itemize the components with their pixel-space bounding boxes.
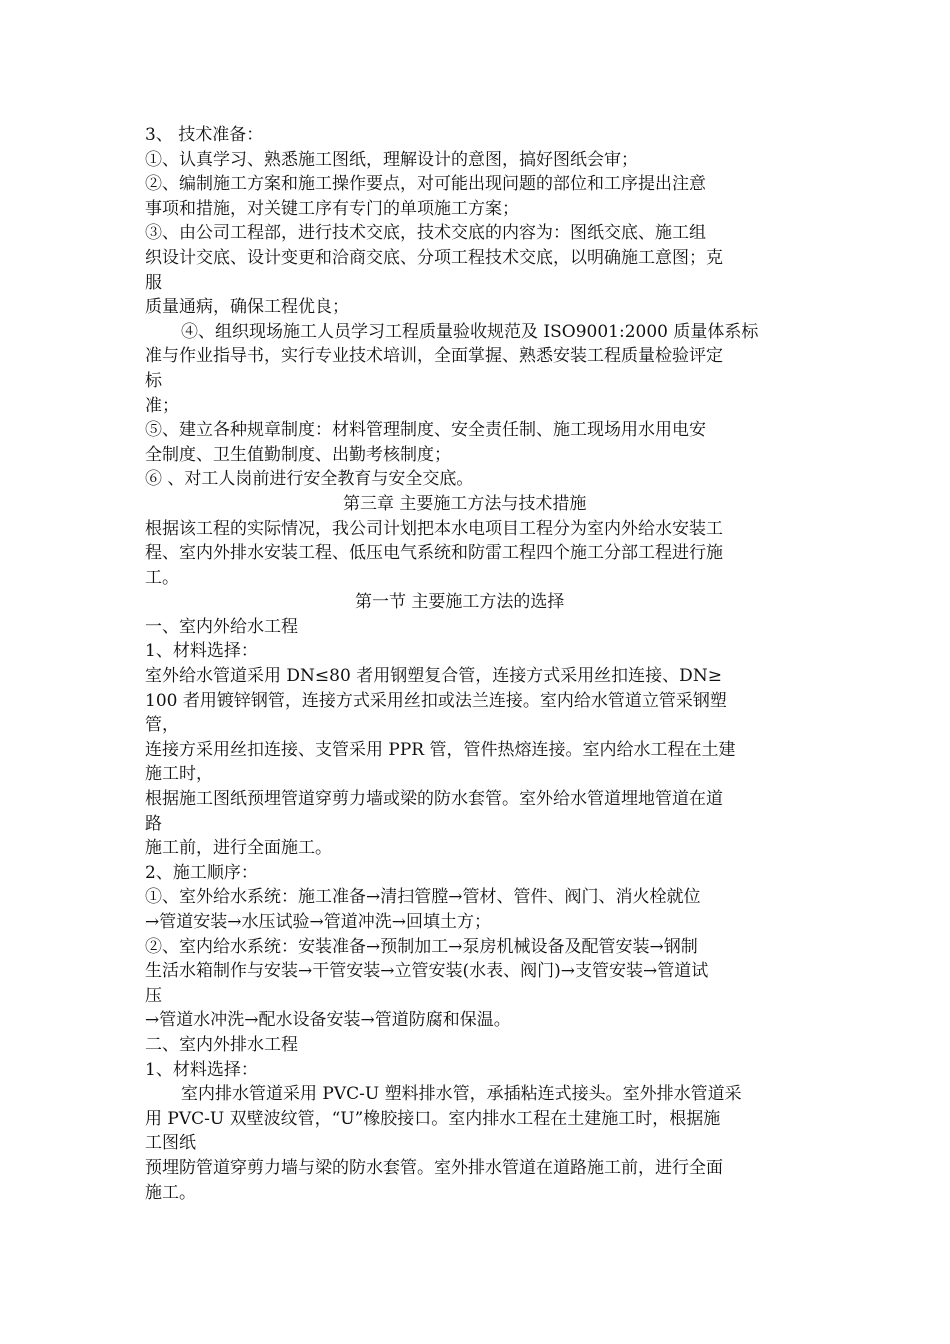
text-line: 质量通病，确保工程优良； xyxy=(145,297,349,318)
text-line: 事项和措施，对关键工序有专门的单项施工方案； xyxy=(145,198,519,219)
text-line: 织设计交底、设计变更和洽商交底、分项工程技术交底，以明确施工意图；克 xyxy=(145,247,723,268)
text-line: ②、室内给水系统：安装准备→预制加工→泵房机械设备及配管安装→钢制 xyxy=(145,936,698,957)
text-line: 服 xyxy=(145,272,162,293)
text-line: 程、室内外排水安装工程、低压电气系统和防雷工程四个施工分部工程进行施 xyxy=(145,543,723,564)
text-line: 1、材料选择： xyxy=(145,641,258,662)
text-line: 第三章 主要施工方法与技术措施 xyxy=(343,493,587,514)
text-line: 工图纸 xyxy=(145,1133,196,1154)
text-line: 一、室内外给水工程 xyxy=(145,616,298,637)
text-line: →管道安装→水压试验→管道冲洗→回填土方； xyxy=(145,912,491,932)
text-line: ②、编制施工方案和施工操作要点，对可能出现问题的部位和工序提出注意 xyxy=(145,174,706,195)
text-line: 准与作业指导书，实行专业技术培训，全面掌握、熟悉安装工程质量检验评定 xyxy=(145,346,723,367)
text-line: 2、施工顺序： xyxy=(145,862,258,883)
text-line: 3、 技术准备： xyxy=(145,125,264,145)
text-line: ④、组织现场施工人员学习工程质量验收规范及 ISO9001:2000 质量体系标 xyxy=(181,321,759,342)
text-line: ①、室外给水系统：施工准备→清扫管膛→管材、管件、阀门、消火栓就位 xyxy=(145,887,701,908)
text-line: 压 xyxy=(145,985,162,1006)
text-line: 路 xyxy=(145,813,162,834)
text-line: 第一节 主要施工方法的选择 xyxy=(355,592,565,613)
text-line: 用 PVC-U 双壁波纹管，“U”橡胶接口。室内排水工程在土建施工时，根据施 xyxy=(145,1108,721,1129)
text-line: 准； xyxy=(145,395,179,416)
text-line: ①、认真学习、熟悉施工图纸，理解设计的意图，搞好图纸会审； xyxy=(145,149,638,170)
text-line: 连接方采用丝扣连接、支管采用 PPR 管，管件热熔连接。室内给水工程在土建 xyxy=(145,739,736,760)
text-line: 室外给水管道采用 DN≤80 者用钢塑复合管，连接方式采用丝扣连接、DN≥ xyxy=(145,666,722,687)
text-line: 室内排水管道采用 PVC-U 塑料排水管，承插粘连式接头。室外排水管道采 xyxy=(181,1084,742,1105)
text-line: 二、室内外排水工程 xyxy=(145,1034,298,1055)
text-line: ⑥ 、对工人岗前进行安全教育与安全交底。 xyxy=(145,469,474,490)
text-line: 生活水箱制作与安装→干管安装→立管安装(水表、阀门)→支管安装→管道试 xyxy=(145,961,709,982)
text-line: 全制度、卫生值勤制度、出勤考核制度； xyxy=(145,444,451,465)
text-line: 1、材料选择： xyxy=(145,1059,258,1080)
text-line: 施工。 xyxy=(145,1182,196,1203)
text-line: 施工前，进行全面施工。 xyxy=(145,838,332,859)
text-line: 预埋防管道穿剪力墙与梁的防水套管。室外排水管道在道路施工前，进行全面 xyxy=(145,1157,723,1178)
text-line: 根据该工程的实际情况，我公司计划把本水电项目工程分为室内外给水安装工 xyxy=(145,518,723,539)
text-line: 施工时， xyxy=(145,764,213,785)
text-line: ③、由公司工程部，进行技术交底，技术交底的内容为：图纸交底、施工组 xyxy=(145,223,706,244)
document-page xyxy=(145,123,810,1205)
text-line: 工。 xyxy=(145,567,179,588)
text-line: 管， xyxy=(145,715,179,736)
text-line: 100 者用镀锌钢管，连接方式采用丝扣或法兰连接。室内给水管道立管采钢塑 xyxy=(145,690,727,711)
text-line: 标 xyxy=(145,370,162,391)
text-line: →管道水冲洗→配水设备安装→管道防腐和保温。 xyxy=(145,1010,511,1031)
text-line: 根据施工图纸预埋管道穿剪力墙或梁的防水套管。室外给水管道埋地管道在道 xyxy=(145,789,723,810)
text-line: ⑤、建立各种规章制度：材料管理制度、安全责任制、施工现场用水用电安 xyxy=(145,420,706,441)
